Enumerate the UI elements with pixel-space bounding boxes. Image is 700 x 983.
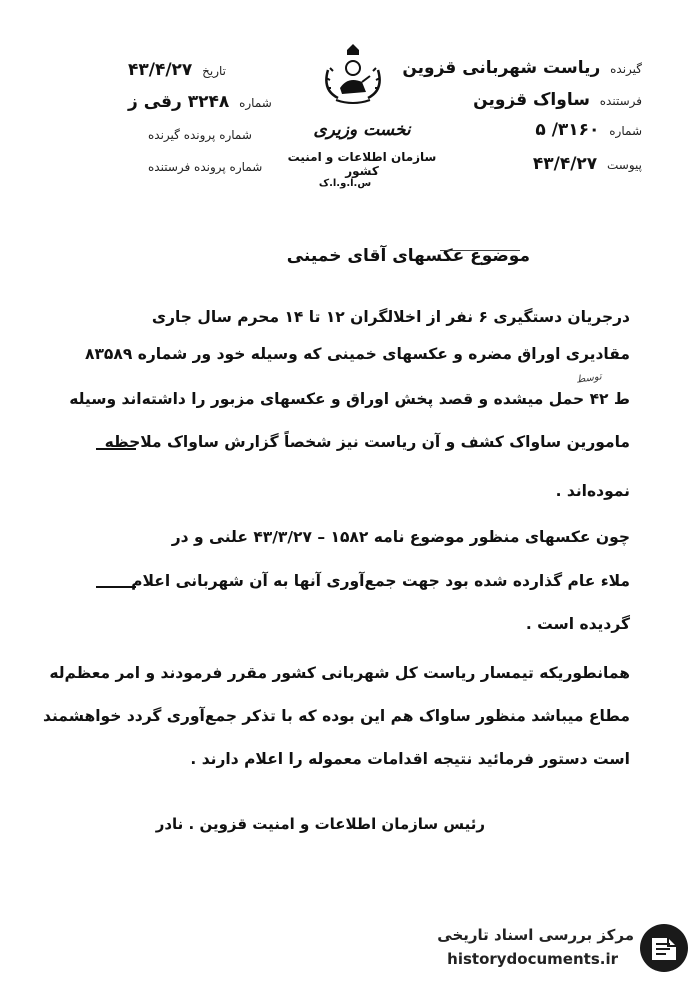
number-value-left: ۳۲۴۸ رقی ز xyxy=(128,92,230,112)
attachment-value: ۴۳/۴/۲۷ xyxy=(532,154,598,174)
body-line-1: درجریان دستگیری ۶ نفر از اخلالگران ۱۲ تا ۱۴ محرم سال جاری xyxy=(151,308,630,326)
sender-file-label: شماره پرونده فرستنده xyxy=(148,160,263,174)
recipient-file-label: شماره پرونده گیرنده xyxy=(148,128,252,142)
sender-file-field xyxy=(148,160,262,174)
signature-line: رئیس سازمان اطلاعات و امنیت قزوین . نادر xyxy=(155,815,485,833)
recipient-value: ریاست شهربانی قزوین xyxy=(402,58,601,78)
body-line-6: چون عکسهای منظور موضوع نامه ۱۵۸۲ – ۴۳/۳/۲۷ علنی و در xyxy=(171,528,630,546)
date-value: ۴۳/۴/۲۷ xyxy=(128,60,193,80)
watermark xyxy=(420,920,692,976)
number-field-right xyxy=(535,120,642,140)
date-label: تاریخ xyxy=(202,64,227,78)
subject-line xyxy=(240,246,530,266)
body-line-7: ملاء عام گذارده شده بود جهت جمع‌آوری آنها به آن شهربانی اعلام xyxy=(131,572,630,590)
ministry-title: نخست وزیری xyxy=(313,120,411,140)
organization-title: سازمان اطلاعات و امنیت کشور xyxy=(287,150,437,178)
recipient-file-field xyxy=(148,128,252,142)
sender-value: ساواک قزوین xyxy=(473,90,590,110)
body-line-11: است دستور فرمائید نتیجه اقدامات معموله را اعلام دارند . xyxy=(190,750,630,768)
recipient-field xyxy=(402,58,642,78)
body-line-8: گردیده است . xyxy=(525,615,630,633)
watermark-title: مرکز بررسی اسناد تاریخی xyxy=(437,926,634,944)
sender-label: فرستنده xyxy=(599,94,642,108)
body-line-9: همانطوریکه تیمسار ریاست کل شهربانی کشور مقرر فرمودند و امر معظم‌له xyxy=(49,664,630,682)
number-label-left: شماره xyxy=(239,96,272,110)
organization-code: س.ا.و.ا.ک xyxy=(318,178,372,189)
body-line-5: نموده‌اند . xyxy=(555,482,630,500)
line-fill-stroke-2 xyxy=(96,586,136,588)
attachment-field xyxy=(533,154,642,174)
subject-underline xyxy=(440,232,520,251)
subject-text: موضوع عکسهای آقای خمینی xyxy=(286,246,530,266)
lion-and-sun-crest-icon xyxy=(318,40,388,106)
number-field-left xyxy=(128,92,272,112)
line-fill-stroke xyxy=(96,448,136,450)
number-value-right: ۳۱۶۰/ ۵ xyxy=(535,120,600,140)
number-label-right: شماره xyxy=(609,124,642,138)
margin-note: توسط xyxy=(575,371,603,386)
archive-logo-icon xyxy=(638,922,690,974)
sender-field xyxy=(473,90,642,110)
body-line-4: مامورین ساواک کشف و آن ریاست نیز شخصاً گزارش ساواک ملاحظه xyxy=(104,433,630,451)
attachment-label: پیوست xyxy=(607,158,642,172)
watermark-url: historydocuments.ir xyxy=(447,950,618,968)
recipient-label: گیرنده xyxy=(610,62,642,76)
date-field xyxy=(128,60,226,80)
body-line-10: مطاع میباشد منظور ساواک هم این بوده که با تذکر جمع‌آوری گردد خواهشمند xyxy=(43,707,630,725)
body-line-3: ط ۴۲ حمل میشده و قصد پخش اوراق و عکسهای مزبور را داشته‌اند وسیله xyxy=(69,390,630,408)
body-line-2: مقادیری اوراق مضره و عکسهای خمینی که وسیله‌ خود ور شماره ۸۳۵۸۹ xyxy=(84,345,630,363)
